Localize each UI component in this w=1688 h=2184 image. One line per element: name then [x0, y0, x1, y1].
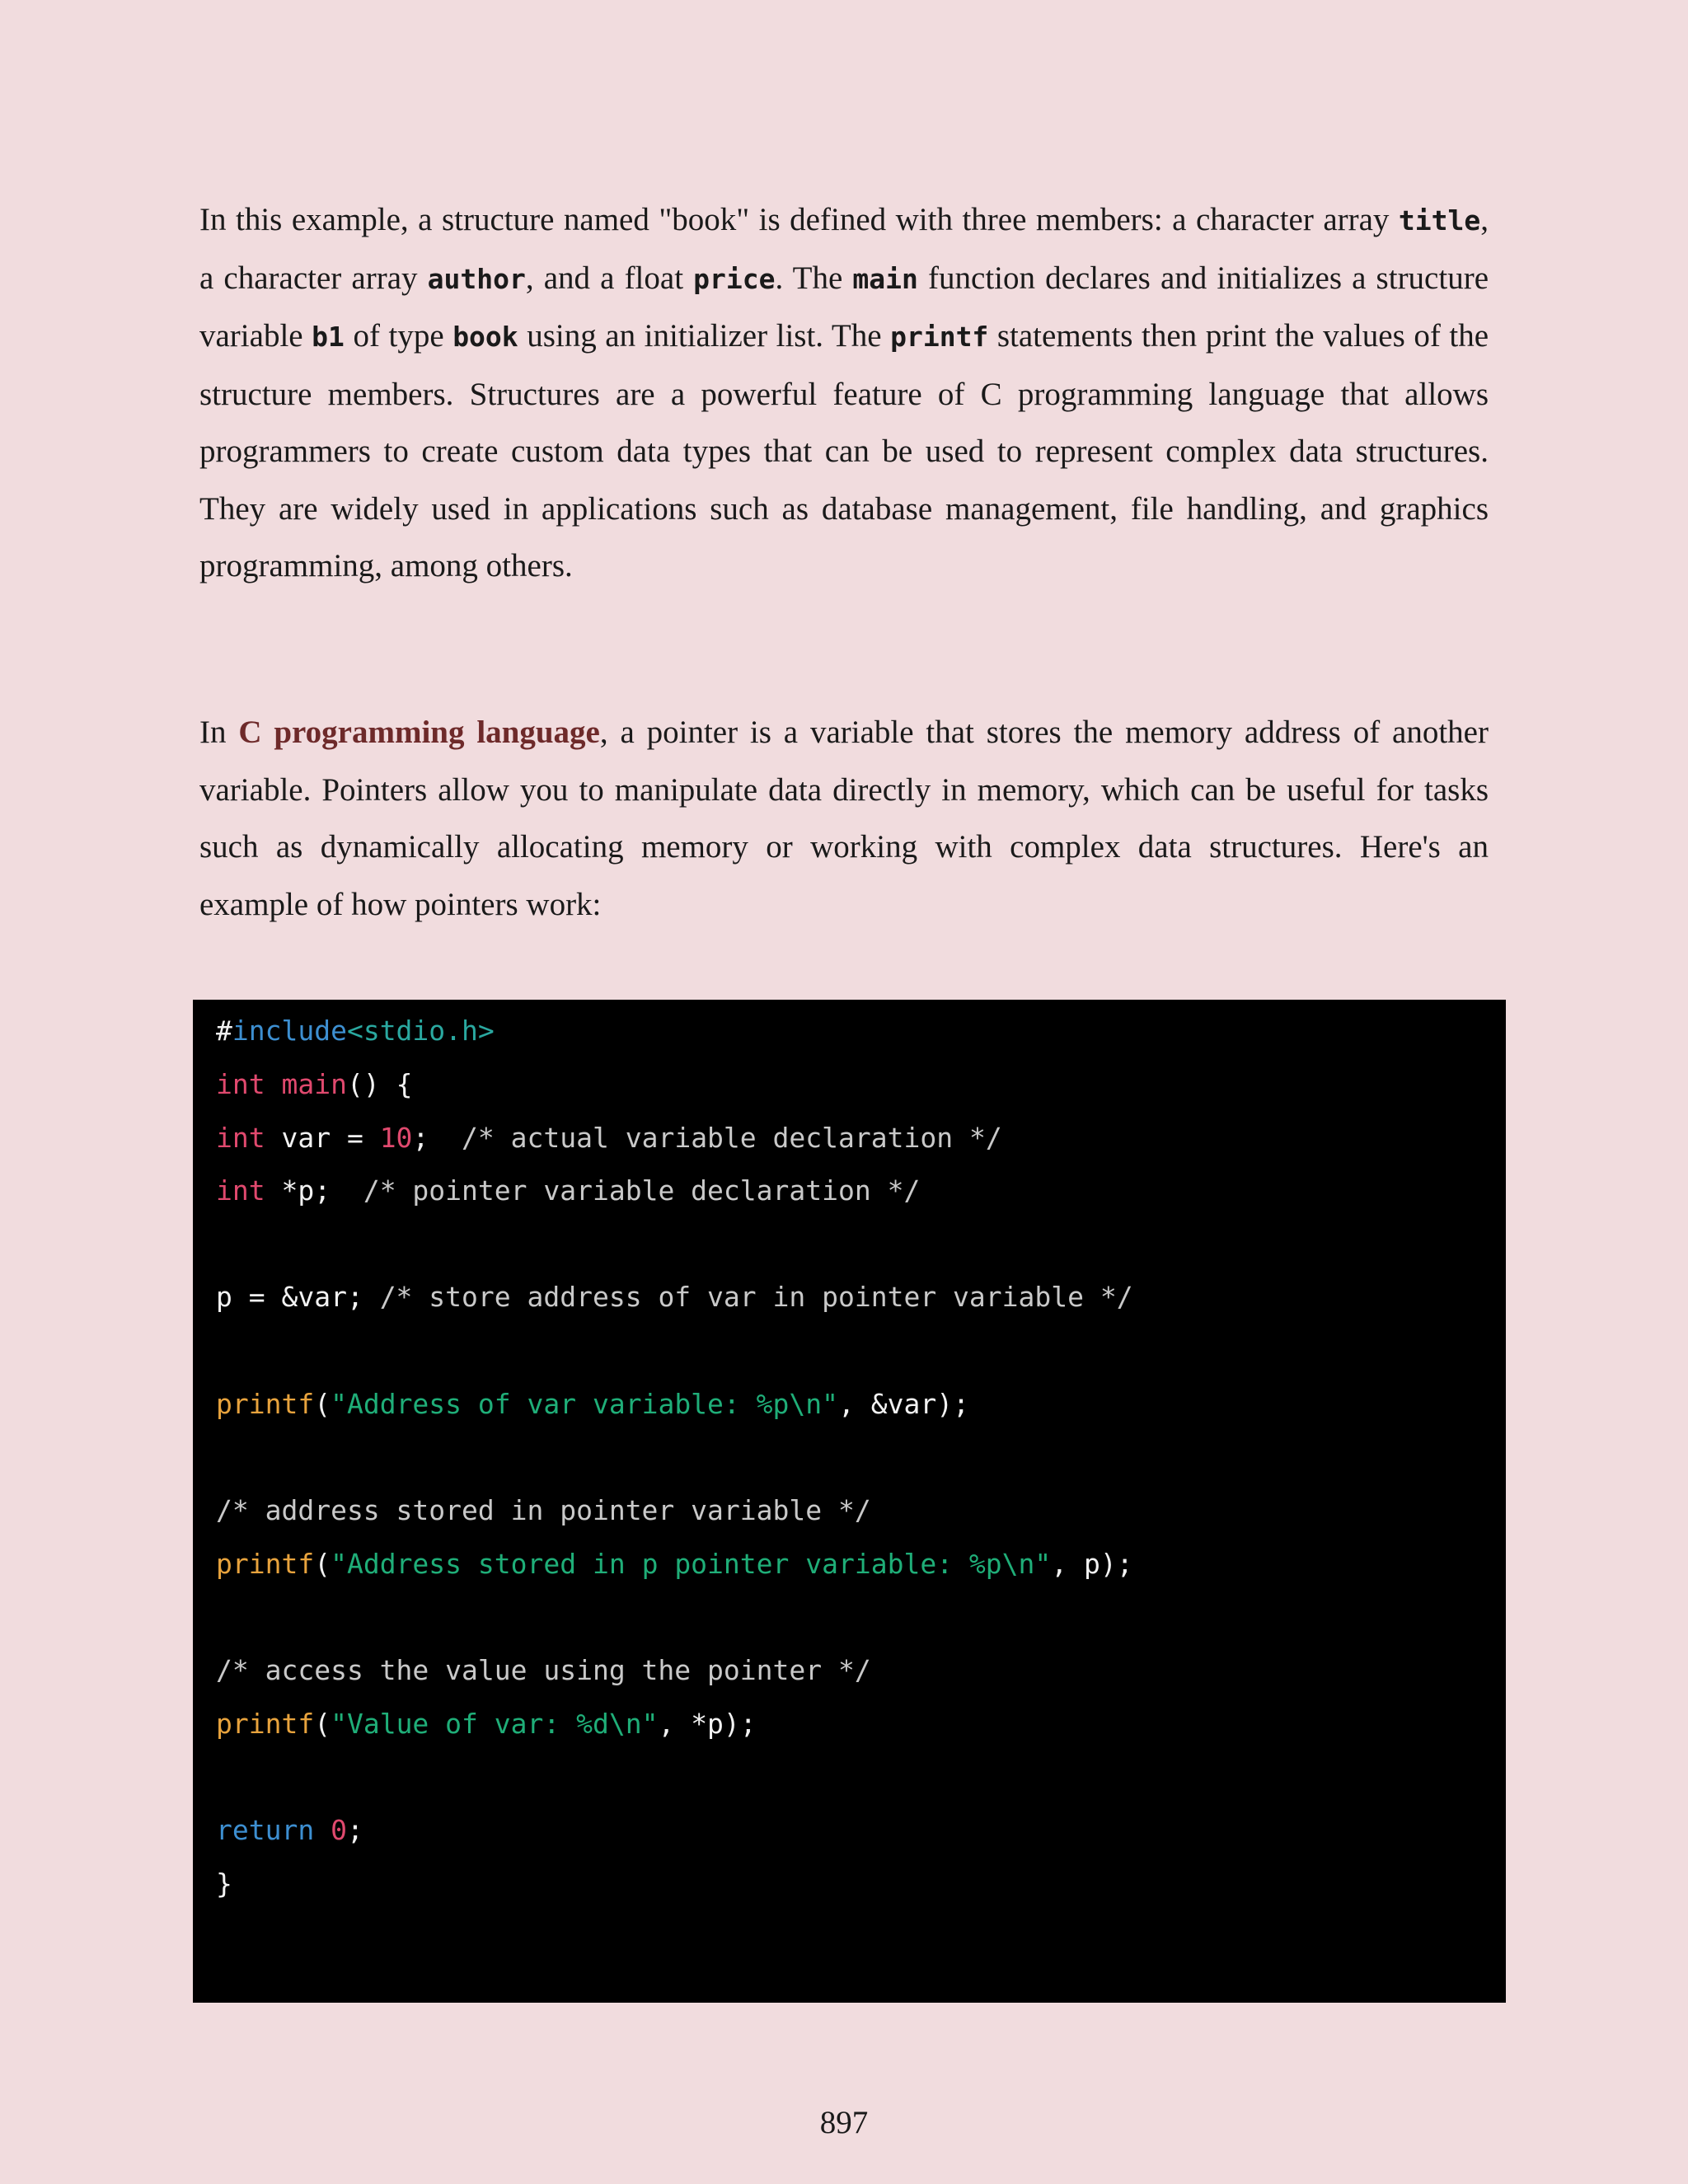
paragraph-structures: [199, 191, 1489, 595]
code-line-9: [216, 1644, 871, 1697]
code-line-2: [216, 1058, 412, 1111]
code-term-author: author: [427, 262, 526, 295]
code-line-3: [216, 1112, 1002, 1165]
code-token: }: [216, 1868, 232, 1900]
code-token: [314, 1814, 331, 1846]
code-block: [193, 1000, 1506, 2003]
text: , a pointer is a variable that stores the memory address of another variable. Pointers allow you to manipulate data directly in memory, which can be useful for tasks such as dynamically allocating memory or working with complex data structures. Here's an example of how pointers work:: [199, 715, 1489, 922]
code-token: *p;: [265, 1174, 363, 1207]
code-string: "Address of var variable: %p\n": [331, 1388, 838, 1420]
code-token: (: [314, 1548, 331, 1580]
code-token: (: [314, 1708, 331, 1740]
code-line-7: [216, 1484, 871, 1537]
code-token: , &var);: [838, 1388, 969, 1420]
code-string: "Value of var: %d\n": [331, 1708, 659, 1740]
code-token: main: [281, 1068, 347, 1100]
code-token: 0: [331, 1814, 347, 1846]
code-comment: /* pointer variable declaration */: [363, 1174, 921, 1207]
code-token: , *p);: [658, 1708, 757, 1740]
code-token: printf: [216, 1548, 315, 1580]
code-token: return: [216, 1814, 315, 1846]
code-token: , p);: [1051, 1548, 1133, 1580]
code-line-10: [216, 1698, 757, 1750]
code-comment: /* actual variable declaration */: [462, 1122, 1002, 1154]
code-comment: /* access the value using the pointer */: [216, 1654, 871, 1686]
code-term-main: main: [852, 262, 918, 295]
code-term-b1: b1: [312, 321, 345, 353]
code-token: ;: [346, 1814, 363, 1846]
code-line-6: [216, 1378, 969, 1431]
code-term-book: book: [452, 321, 518, 353]
code-line-12: [216, 1858, 232, 1910]
code-comment: /* address stored in pointer variable */: [216, 1494, 871, 1526]
code-term-title: title: [1398, 204, 1481, 237]
code-comment: /* store address of var in pointer variable */: [379, 1281, 1133, 1313]
code-token: var =: [265, 1122, 380, 1154]
paragraph-pointers: [199, 704, 1489, 933]
code-line-8: [216, 1538, 1133, 1591]
text: In this example, a structure named "book" is defined with three members: a character array: [199, 202, 1399, 237]
code-term-printf: printf: [890, 321, 989, 353]
code-token: p = &var;: [216, 1281, 380, 1313]
page-number: 897: [819, 2105, 869, 2140]
code-term-price: price: [693, 262, 776, 295]
code-token: <stdio.h>: [346, 1015, 495, 1047]
text: , a character array: [199, 202, 1489, 296]
code-token: #: [216, 1015, 232, 1047]
c-programming-language-link[interactable]: C programming language: [238, 715, 600, 750]
text: . The: [775, 260, 853, 296]
code-token: () {: [346, 1068, 413, 1100]
code-token: ;: [412, 1122, 462, 1154]
text: of type: [344, 318, 453, 354]
code-token: int: [216, 1068, 265, 1100]
code-token: int: [216, 1122, 265, 1154]
code-token: 10: [379, 1122, 413, 1154]
text: , and a float: [525, 260, 694, 296]
text: In: [199, 715, 239, 750]
code-token: printf: [216, 1388, 315, 1420]
code-line-5: [216, 1271, 1133, 1324]
code-token: int: [216, 1174, 265, 1207]
code-line-1: [216, 1005, 495, 1057]
code-line-4: [216, 1165, 920, 1217]
code-token: include: [232, 1015, 347, 1047]
code-string: "Address stored in p pointer variable: %p\n": [331, 1548, 1052, 1580]
code-token: (: [314, 1388, 331, 1420]
text: function declares and initializes a structure variable: [199, 260, 1489, 354]
code-line-11: [216, 1804, 363, 1857]
text: statements then print the values of the structure members. Structures are a powerful feature of C programming language that allows programmers to create custom data types that can be used to represent complex data structures. They are widely used in applications such as database management, file handling, and graphics programming, among others.: [199, 318, 1489, 583]
code-token: printf: [216, 1708, 315, 1740]
text: using an initializer list. The: [518, 318, 891, 354]
